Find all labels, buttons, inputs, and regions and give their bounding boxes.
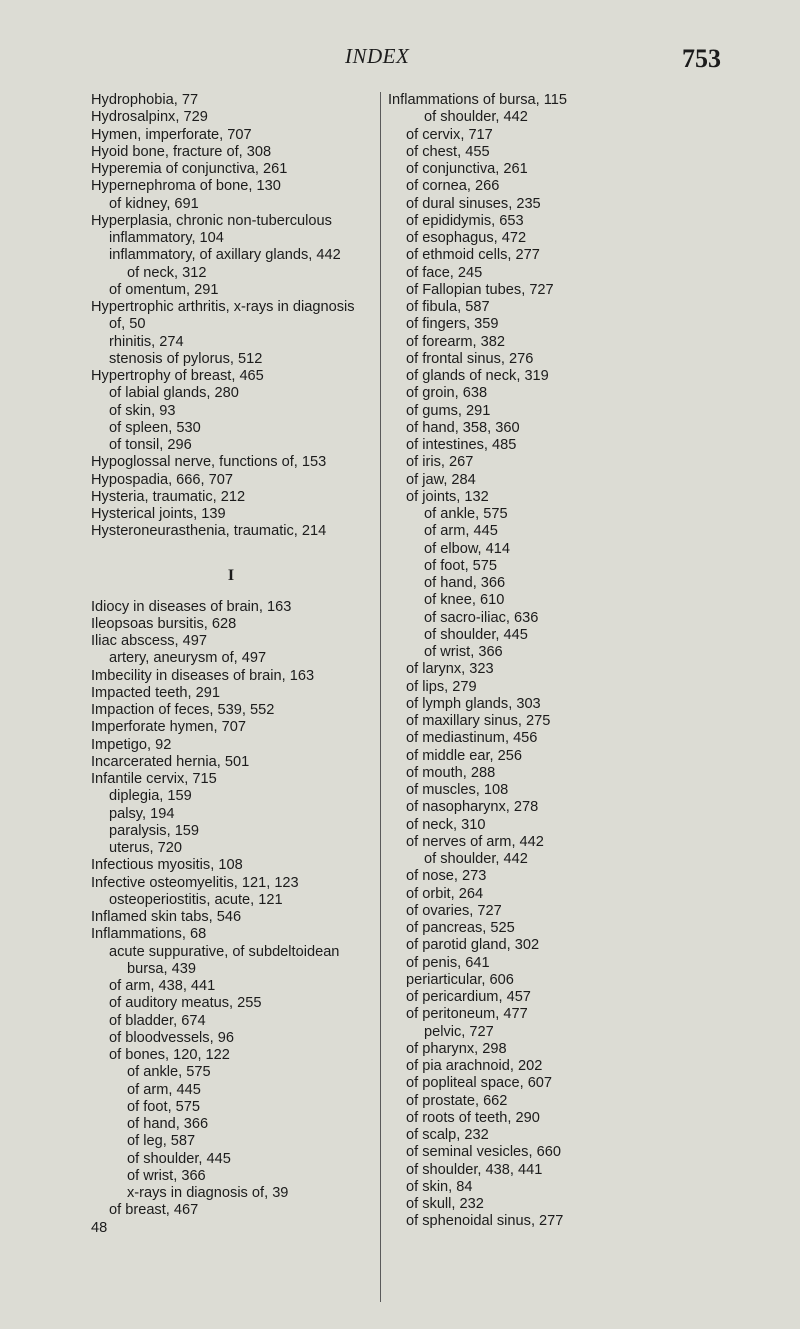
index-entry: of pharynx, 298 — [406, 1040, 507, 1057]
index-entry: of middle ear, 256 — [406, 747, 523, 764]
index-entry: Hypernephroma of bone, 130 — [91, 178, 281, 195]
index-entry: Hysteroneurasthenia, traumatic, 214 — [91, 523, 327, 540]
index-entry: Impacted teeth, 291 — [91, 684, 220, 701]
index-entry: of iris, 267 — [406, 454, 474, 471]
index-entry: of arm, 445 — [424, 523, 498, 540]
index-entry: of joints, 132 — [406, 488, 489, 505]
index-entry: of glands of neck, 319 — [406, 368, 549, 384]
index-entry: Hyoid bone, fracture of, 308 — [91, 143, 272, 160]
index-entry: Infectious myositis, 108 — [91, 857, 243, 874]
index-entry: Ileopsoas bursitis, 628 — [91, 615, 237, 632]
index-entry: Hyperemia of conjunctiva, 261 — [91, 161, 288, 177]
index-entry: Hysterical joints, 139 — [91, 506, 226, 522]
index-entry: of gums, 291 — [406, 402, 491, 419]
index-entry: of prostate, 662 — [406, 1092, 508, 1109]
index-entry: Impetigo, 92 — [91, 736, 172, 753]
index-entry: of jaw, 284 — [406, 471, 476, 488]
index-entry: acute suppurative, of subdeltoidean bursa, 439 — [109, 943, 340, 977]
index-entry: of skin, 93 — [109, 402, 176, 419]
index-entry: of labial glands, 280 — [109, 385, 239, 402]
entries-i — [91, 599, 371, 1237]
index-entry: Hydrosalpinx, 729 — [91, 109, 208, 126]
column-divider — [380, 92, 381, 1302]
index-entry: rhinitis, 274 — [109, 333, 184, 350]
index-entry: of skin, 84 — [406, 1178, 473, 1195]
index-entry: diplegia, 159 — [109, 788, 192, 805]
page-number: 753 — [682, 44, 721, 73]
index-entry: Hypertrophy of breast, 465 — [91, 368, 264, 384]
index-entry: of esophagus, 472 — [406, 230, 527, 246]
index-entry: of larynx, 323 — [406, 661, 494, 678]
index-entry: of fingers, 359 — [406, 316, 499, 333]
index-entry: of maxillary sinus, 275 — [406, 713, 551, 729]
index-entry: of wrist, 366 — [424, 644, 503, 660]
index-entry: Hymen, imperforate, 707 — [91, 126, 252, 143]
index-entry: palsy, 194 — [109, 805, 175, 822]
index-entry: of penis, 641 — [406, 954, 490, 971]
index-entry: Impaction of feces, 539, 552 — [91, 702, 275, 718]
index-entry: of chest, 455 — [406, 143, 490, 160]
index-entry: of dural sinuses, 235 — [406, 195, 541, 212]
index-entry: of ankle, 575 — [424, 506, 508, 522]
index-entry: of bloodvessels, 96 — [109, 1029, 234, 1046]
index-entry: stenosis of pylorus, 512 — [109, 350, 263, 367]
index-entry: of muscles, 108 — [406, 782, 509, 798]
index-entry: osteoperiostitis, acute, 121 — [109, 891, 283, 908]
index-entry: periarticular, 606 — [406, 971, 514, 988]
index-entry: of frontal sinus, 276 — [406, 350, 534, 367]
index-entry: of shoulder, 438, 441 — [406, 1161, 543, 1178]
index-entry: artery, aneurysm of, 497 — [109, 650, 267, 667]
index-entry: of roots of teeth, 290 — [406, 1109, 540, 1126]
index-entry: of pia arachnoid, 202 — [406, 1058, 543, 1074]
index-entry: of cervix, 717 — [406, 126, 493, 143]
index-entry: of ankle, 575 — [127, 1064, 211, 1081]
index-entry: of seminal vesicles, 660 — [406, 1144, 561, 1161]
index-entry: of nasopharynx, 278 — [406, 799, 539, 816]
index-entry: Hypoglossal nerve, functions of, 153 — [91, 454, 327, 471]
index-entry: of peritoneum, 477 — [406, 1006, 528, 1023]
index-entry: of elbow, 414 — [424, 540, 511, 557]
index-entry: of hand, 366 — [127, 1116, 209, 1132]
index-entry: of mediastinum, 456 — [406, 730, 538, 747]
entries-right — [388, 92, 633, 1231]
index-entry: Hypertrophic arthritis, x-rays in diagnosis of, 50 — [91, 299, 355, 333]
index-entry: of forearm, 382 — [406, 333, 505, 350]
index-entry: Infantile cervix, 715 — [91, 771, 217, 787]
index-entry: paralysis, 159 — [109, 822, 200, 839]
index-entry: of bladder, 674 — [109, 1012, 206, 1029]
index-entry: of bones, 120, 122 — [109, 1047, 230, 1063]
index-entry: Imperforate hymen, 707 — [91, 719, 246, 736]
index-entry: of leg, 587 — [127, 1133, 196, 1150]
section-letter: I — [227, 566, 235, 584]
index-entry: of sacro-iliac, 636 — [424, 609, 539, 626]
index-entry: of foot, 575 — [127, 1098, 201, 1115]
index-entry: x-rays in diagnosis of, 39 — [127, 1185, 289, 1201]
index-entry: Inflammations, 68 — [91, 926, 207, 943]
index-entry: 48 — [91, 1219, 108, 1236]
index-entry: of pancreas, 525 — [406, 920, 515, 936]
index-entry: of knee, 610 — [424, 592, 505, 609]
index-entry: Hypospadia, 666, 707 — [91, 471, 233, 488]
index-entry: of scalp, 232 — [406, 1127, 489, 1143]
index-entry: of hand, 358, 360 — [406, 419, 520, 436]
index-entry: of arm, 445 — [127, 1081, 201, 1098]
index-entry: of lips, 279 — [406, 678, 477, 695]
index-entry: Hyperplasia, chronic non-tuberculous inflammatory, 104 — [91, 212, 332, 246]
index-entry: of wrist, 366 — [127, 1167, 206, 1184]
index-entry: of shoulder, 445 — [127, 1150, 231, 1167]
index-entry: Inflammations of bursa, 115 — [388, 92, 568, 108]
index-entry: Hydrophobia, 77 — [91, 92, 199, 108]
index-entry: of shoulder, 445 — [424, 626, 528, 643]
index-entry: of tonsil, 296 — [109, 437, 192, 453]
index-entry: Iliac abscess, 497 — [91, 633, 208, 649]
index-entry: of epididymis, 653 — [406, 212, 524, 229]
index-entry: Hysteria, traumatic, 212 — [91, 488, 246, 505]
left-column — [91, 92, 371, 1237]
index-entry: of popliteal space, 607 — [406, 1075, 553, 1092]
index-entry: of kidney, 691 — [109, 195, 199, 212]
index-entry: of neck, 312 — [127, 264, 207, 281]
index-entry: Infective osteomyelitis, 121, 123 — [91, 874, 299, 891]
index-entry: of groin, 638 — [406, 385, 488, 402]
index-entry: of spleen, 530 — [109, 419, 201, 436]
index-entry: of cornea, 266 — [406, 178, 500, 195]
index-entry: of Fallopian tubes, 727 — [406, 281, 554, 298]
index-entry: of conjunctiva, 261 — [406, 161, 528, 177]
index-entry: of nose, 273 — [406, 868, 487, 885]
index-entry: of lymph glands, 303 — [406, 695, 541, 712]
index-entry: Incarcerated hernia, 501 — [91, 753, 250, 770]
index-entry: of sphenoidal sinus, 277 — [406, 1213, 564, 1230]
index-entry: of face, 245 — [406, 264, 483, 281]
index-entry: of shoulder, 442 — [424, 109, 528, 126]
index-entry: Inflamed skin tabs, 546 — [91, 909, 242, 925]
index-entry: of skull, 232 — [406, 1196, 484, 1212]
index-entry: of ethmoid cells, 277 — [406, 247, 540, 264]
index-entry: pelvic, 727 — [424, 1023, 494, 1040]
index-entry: Imbecility in diseases of brain, 163 — [91, 667, 315, 684]
index-entry: of breast, 467 — [109, 1202, 199, 1219]
index-entry: of fibula, 587 — [406, 299, 490, 315]
index-entry: of auditory meatus, 255 — [109, 995, 262, 1012]
index-entry: of parotid gland, 302 — [406, 937, 540, 954]
index-entry: of nerves of arm, 442 — [406, 833, 544, 850]
right-column — [388, 92, 633, 1231]
index-entry: of foot, 575 — [424, 557, 498, 574]
index-entry: of ovaries, 727 — [406, 902, 502, 919]
index-entry: inflammatory, of axillary glands, 442 — [109, 247, 341, 264]
index-entry: of orbit, 264 — [406, 885, 484, 902]
index-entry: of intestines, 485 — [406, 437, 517, 453]
index-entry: of pericardium, 457 — [406, 989, 531, 1005]
index-entry: uterus, 720 — [109, 840, 183, 856]
index-entry: of shoulder, 442 — [424, 851, 528, 867]
index-entry: of hand, 366 — [424, 575, 506, 591]
index-entry: of mouth, 288 — [406, 764, 496, 781]
index-entry: Idiocy in diseases of brain, 163 — [91, 598, 292, 615]
entries-h — [91, 92, 371, 541]
index-entry: of neck, 310 — [406, 816, 486, 833]
running-head — [0, 44, 800, 74]
index-entry: of omentum, 291 — [109, 281, 219, 298]
page-title: INDEX — [345, 44, 410, 68]
index-entry: of arm, 438, 441 — [109, 978, 216, 994]
